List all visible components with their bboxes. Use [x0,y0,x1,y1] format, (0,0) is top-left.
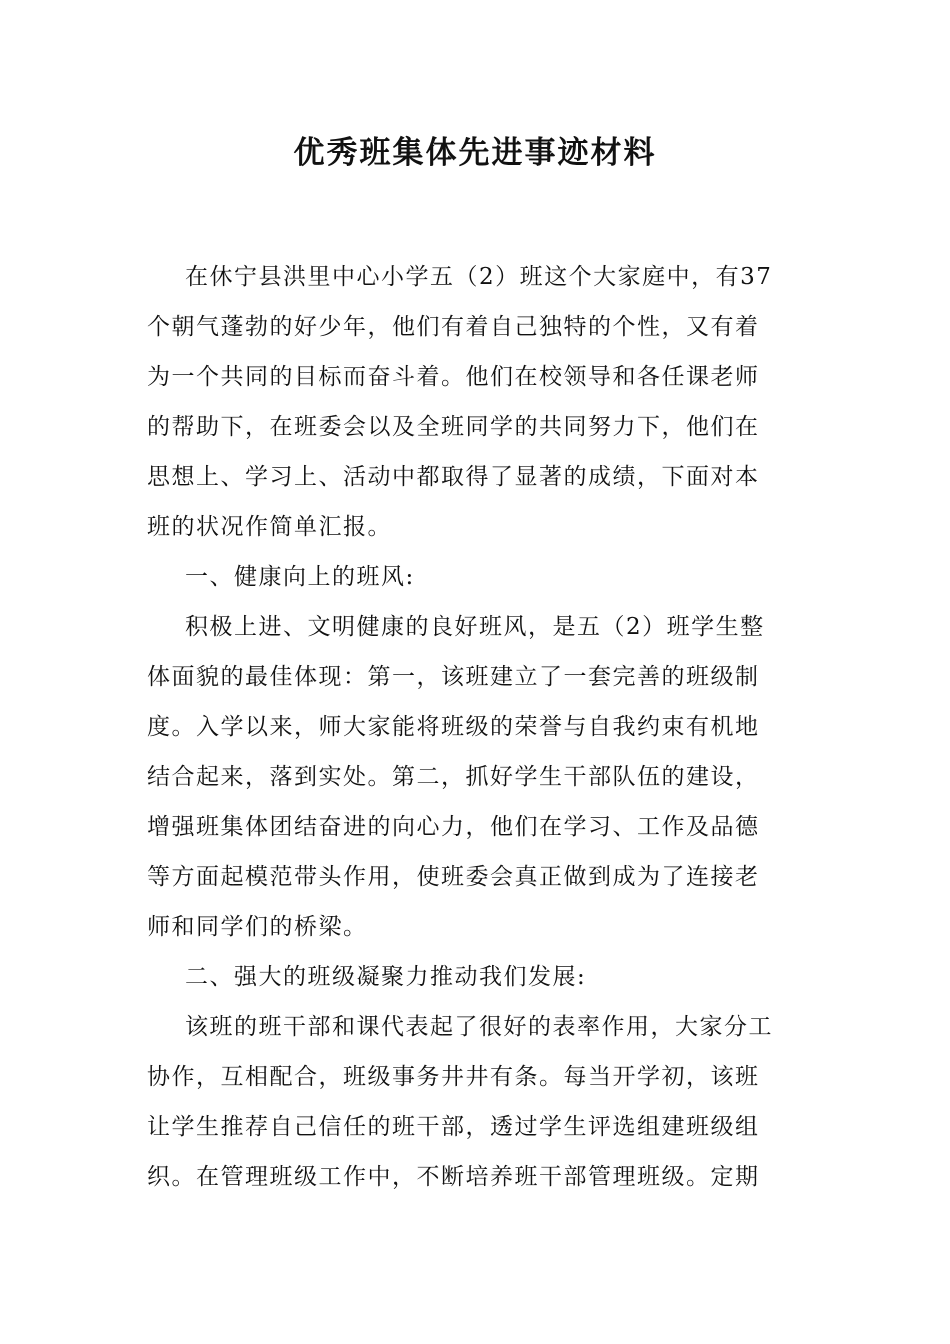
text-line: 一、健康向上的班风: [185,564,415,590]
text-line: 为一个共同的目标而奋斗着。他们在校领导和各任课老师 [147,364,760,390]
text-line: 等方面起模范带头作用，使班委会真正做到成为了连接老 [147,864,760,890]
text-line: 增强班集体团结奋进的向心力，他们在学习、工作及品德 [147,814,760,840]
text-line: 体面貌的最佳体现：第一，该班建立了一套完善的班级制 [147,664,760,690]
text-line: 度。入学以来，师大家能将班级的荣誉与自我约束有机地 [147,714,760,740]
text-line: 师和同学们的桥梁。 [147,914,368,940]
text-line: 积极上进、文明健康的良好班风，是五（2）班学生整 [185,614,765,640]
text-line: 思想上、学习上、活动中都取得了显著的成绩，下面对本 [147,464,760,490]
text-line: 该班的班干部和课代表起了很好的表率作用，大家分工 [185,1014,773,1040]
page-title: 优秀班集体先进事迹材料 [293,135,657,171]
text-line: 的帮助下，在班委会以及全班同学的共同努力下，他们在 [147,414,760,440]
text-line: 二、强大的班级凝聚力推动我们发展: [185,964,587,990]
text-line: 个朝气蓬勃的好少年，他们有着自己独特的个性，又有着 [147,314,760,340]
text-line: 在休宁县洪里中心小学五（2）班这个大家庭中，有37 [185,264,773,290]
text-line: 结合起来，落到实处。第二，抓好学生干部队伍的建设， [147,764,760,790]
text-line: 织。在管理班级工作中，不断培养班干部管理班级。定期 [147,1164,760,1190]
text-line: 班的状况作简单汇报。 [147,514,392,540]
text-line: 让学生推荐自己信任的班干部，透过学生评选组建班级组 [147,1114,760,1140]
document-body [147,252,797,1202]
text-line: 协作，互相配合，班级事务井井有条。每当开学初，该班 [147,1064,760,1090]
